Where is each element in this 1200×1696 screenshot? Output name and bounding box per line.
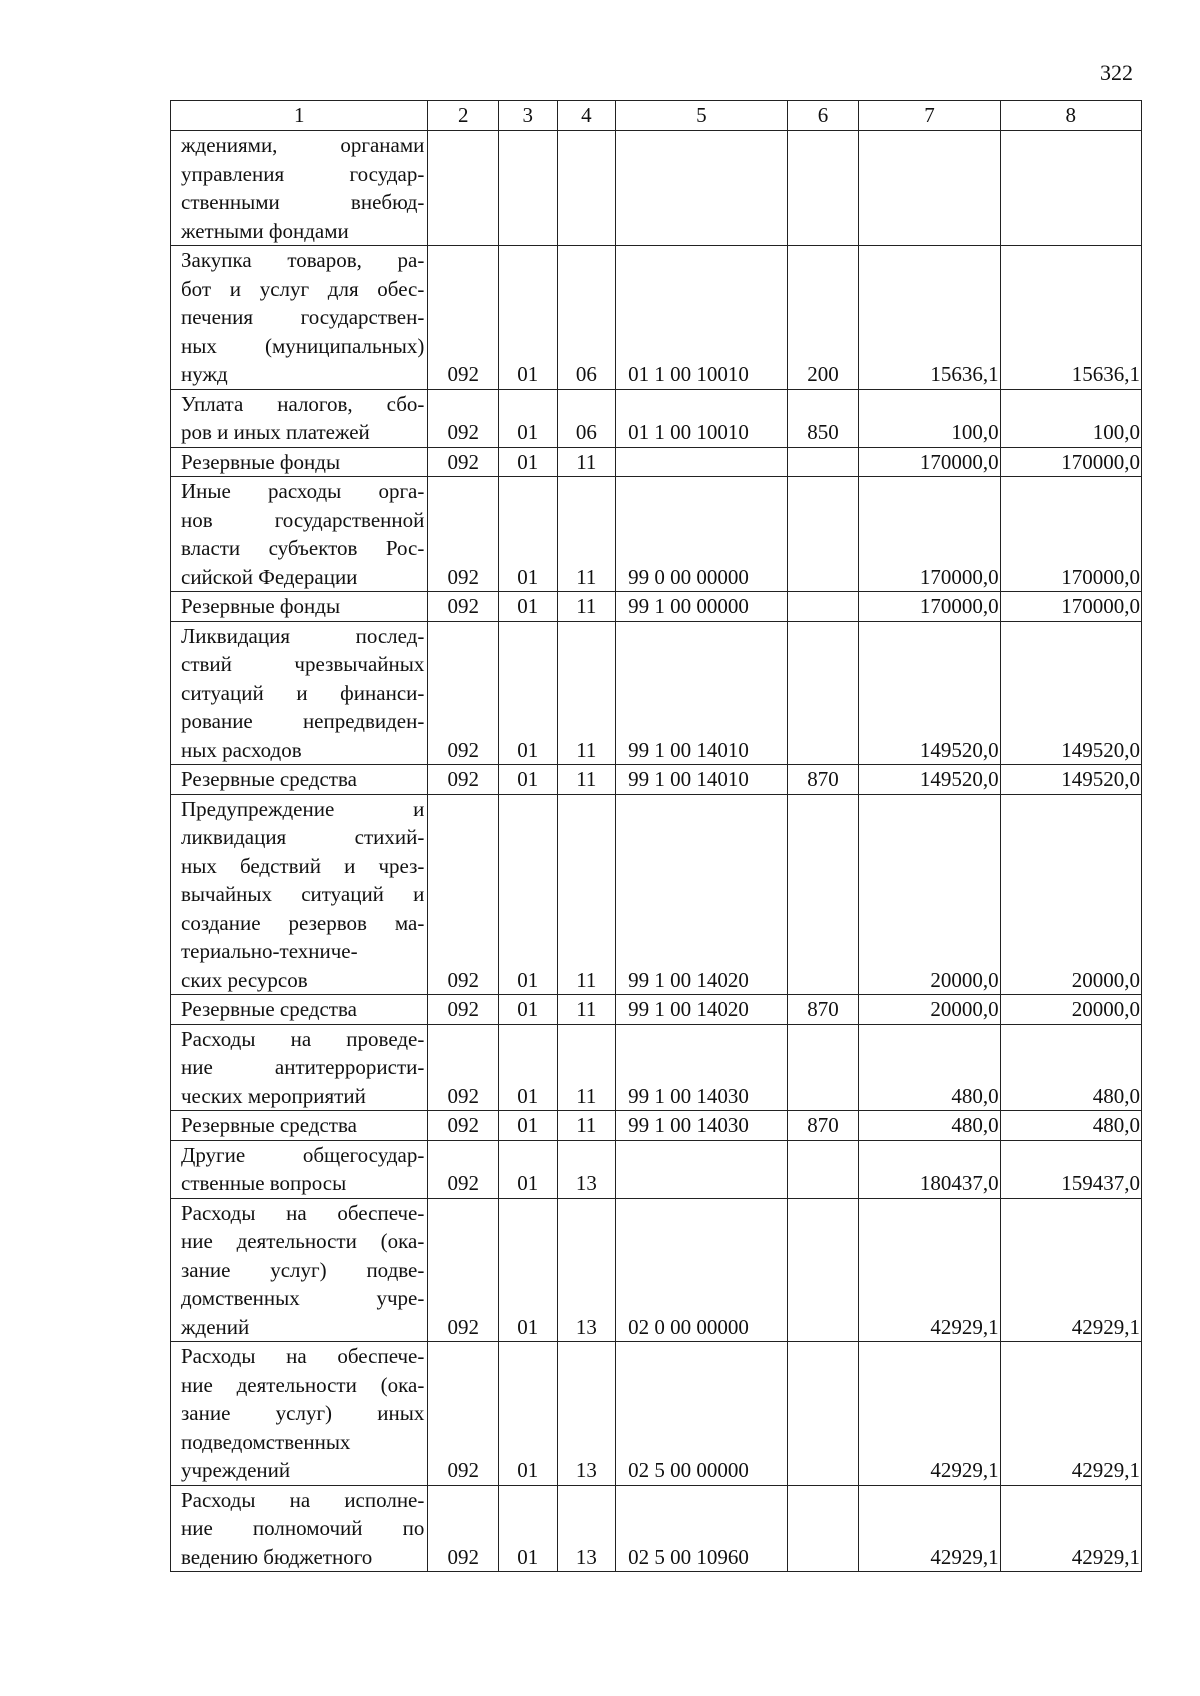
item-name-line: Иные расходы орга- bbox=[181, 479, 425, 503]
table-row bbox=[171, 1111, 1142, 1141]
amount-year1-cell: 20000,0 bbox=[859, 794, 1000, 995]
item-name-cell bbox=[171, 1140, 428, 1198]
item-name-line: рование непредвиден- bbox=[181, 709, 425, 733]
amount-year2-cell bbox=[1000, 131, 1141, 246]
expense-type-cell bbox=[787, 1140, 859, 1198]
item-name-cell bbox=[171, 389, 428, 447]
item-name-line: печения государствен- bbox=[181, 305, 425, 329]
item-name-cell bbox=[171, 1111, 428, 1141]
section-cell: 01 bbox=[499, 1024, 558, 1111]
amount-year2-cell: 42929,1 bbox=[1000, 1485, 1141, 1572]
item-name-line: ствий чрезвычайных bbox=[181, 652, 425, 676]
item-name-line: ние деятельности (ока- bbox=[181, 1229, 425, 1253]
admin-code-cell: 092 bbox=[428, 1024, 499, 1111]
item-name-cell bbox=[171, 1485, 428, 1572]
item-name-line: ние антитеррористи- bbox=[181, 1055, 425, 1079]
item-name-line: управления государ- bbox=[181, 161, 425, 186]
item-name-line: нужд bbox=[181, 362, 228, 386]
amount-year1-cell: 20000,0 bbox=[859, 995, 1000, 1025]
item-name-line: ных расходов bbox=[181, 737, 302, 762]
item-name-cell bbox=[171, 1024, 428, 1111]
item-name-line: Расходы на проведе- bbox=[181, 1026, 425, 1051]
header-cell: 8 bbox=[1000, 101, 1141, 131]
expense-type-cell bbox=[787, 1342, 859, 1486]
item-name-line: жетными фондами bbox=[181, 218, 349, 243]
admin-code-cell: 092 bbox=[428, 1485, 499, 1572]
target-article-cell: 01 1 00 10010 bbox=[616, 246, 788, 390]
subsection-cell: 06 bbox=[557, 246, 616, 390]
item-name-line: вычайных ситуаций и bbox=[181, 882, 425, 906]
table-row bbox=[171, 131, 1142, 246]
section-cell: 01 bbox=[499, 592, 558, 622]
subsection-cell bbox=[557, 131, 616, 246]
item-name-line: ных бедствий и чрез- bbox=[181, 853, 425, 878]
amount-year2-cell: 149520,0 bbox=[1000, 765, 1141, 795]
amount-year2-cell: 20000,0 bbox=[1000, 794, 1141, 995]
expense-type-cell: 870 bbox=[787, 1111, 859, 1141]
subsection-cell: 11 bbox=[557, 477, 616, 592]
subsection-cell: 11 bbox=[557, 794, 616, 995]
subsection-cell: 13 bbox=[557, 1198, 616, 1342]
section-cell: 01 bbox=[499, 794, 558, 995]
amount-year1-cell: 480,0 bbox=[859, 1111, 1000, 1141]
amount-year2-cell: 170000,0 bbox=[1000, 447, 1141, 477]
amount-year2-cell: 170000,0 bbox=[1000, 592, 1141, 622]
item-name-line: создание резервов ма- bbox=[181, 910, 425, 935]
table-row bbox=[171, 1198, 1142, 1342]
item-name-line: Расходы на обеспече- bbox=[181, 1200, 425, 1225]
expense-type-cell bbox=[787, 794, 859, 995]
amount-year2-cell: 159437,0 bbox=[1000, 1140, 1141, 1198]
amount-year1-cell: 149520,0 bbox=[859, 765, 1000, 795]
item-name-line: ных (муниципальных) bbox=[181, 333, 425, 358]
item-name-line: домственных учре- bbox=[181, 1286, 425, 1310]
item-name-line: териально-техниче- bbox=[181, 939, 358, 963]
section-cell: 01 bbox=[499, 246, 558, 390]
item-name-line: ние полномочий по bbox=[181, 1516, 425, 1540]
target-article-cell bbox=[616, 447, 788, 477]
expense-type-cell: 850 bbox=[787, 389, 859, 447]
admin-code-cell: 092 bbox=[428, 1111, 499, 1141]
admin-code-cell: 092 bbox=[428, 621, 499, 765]
item-name-line: ситуаций и финанси- bbox=[181, 680, 425, 705]
expense-type-cell bbox=[787, 1198, 859, 1342]
admin-code-cell bbox=[428, 131, 499, 246]
subsection-cell: 13 bbox=[557, 1342, 616, 1486]
item-name-line: Другие общегосудар- bbox=[181, 1142, 425, 1167]
item-name-cell bbox=[171, 995, 428, 1025]
item-name-line: Предупреждение и bbox=[181, 796, 425, 821]
amount-year2-cell: 20000,0 bbox=[1000, 995, 1141, 1025]
section-cell: 01 bbox=[499, 1111, 558, 1141]
target-article-cell bbox=[616, 131, 788, 246]
table-row bbox=[171, 794, 1142, 995]
amount-year2-cell: 480,0 bbox=[1000, 1111, 1141, 1141]
subsection-cell: 11 bbox=[557, 765, 616, 795]
amount-year1-cell: 480,0 bbox=[859, 1024, 1000, 1111]
item-name-line: Резервные фонды bbox=[181, 449, 341, 474]
admin-code-cell: 092 bbox=[428, 794, 499, 995]
section-cell: 01 bbox=[499, 477, 558, 592]
item-name-line: Резервные средства bbox=[181, 1113, 357, 1137]
section-cell: 01 bbox=[499, 447, 558, 477]
table-row bbox=[171, 621, 1142, 765]
table-row bbox=[171, 477, 1142, 592]
item-name-cell bbox=[171, 592, 428, 622]
admin-code-cell: 092 bbox=[428, 995, 499, 1025]
page-number: 322 bbox=[1100, 60, 1133, 85]
section-cell: 01 bbox=[499, 995, 558, 1025]
header-cell: 7 bbox=[859, 101, 1000, 131]
item-name-line: ров и иных платежей bbox=[181, 420, 370, 444]
amount-year1-cell: 170000,0 bbox=[859, 477, 1000, 592]
section-cell bbox=[499, 131, 558, 246]
amount-year1-cell: 15636,1 bbox=[859, 246, 1000, 390]
budget-table bbox=[170, 100, 1142, 1572]
target-article-cell: 99 1 00 14020 bbox=[616, 794, 788, 995]
amount-year2-cell: 15636,1 bbox=[1000, 246, 1141, 390]
admin-code-cell: 092 bbox=[428, 1342, 499, 1486]
expense-type-cell bbox=[787, 1024, 859, 1111]
expense-type-cell: 870 bbox=[787, 765, 859, 795]
section-cell: 01 bbox=[499, 621, 558, 765]
expense-type-cell bbox=[787, 477, 859, 592]
item-name-line: ских ресурсов bbox=[181, 967, 308, 992]
amount-year2-cell: 42929,1 bbox=[1000, 1198, 1141, 1342]
subsection-cell: 11 bbox=[557, 592, 616, 622]
expense-type-cell bbox=[787, 131, 859, 246]
item-name-line: бот и услуг для обес- bbox=[181, 276, 425, 301]
expense-type-cell bbox=[787, 1485, 859, 1572]
target-article-cell: 99 1 00 14030 bbox=[616, 1111, 788, 1141]
subsection-cell: 11 bbox=[557, 621, 616, 765]
item-name-cell bbox=[171, 1198, 428, 1342]
item-name-cell bbox=[171, 477, 428, 592]
subsection-cell: 11 bbox=[557, 995, 616, 1025]
table-row bbox=[171, 592, 1142, 622]
section-cell: 01 bbox=[499, 389, 558, 447]
admin-code-cell: 092 bbox=[428, 477, 499, 592]
item-name-line: подведомственных bbox=[181, 1429, 351, 1454]
item-name-line: учреждений bbox=[181, 1458, 291, 1482]
subsection-cell: 13 bbox=[557, 1485, 616, 1572]
target-article-cell: 02 5 00 00000 bbox=[616, 1342, 788, 1486]
amount-year1-cell: 170000,0 bbox=[859, 592, 1000, 622]
expense-type-cell bbox=[787, 592, 859, 622]
item-name-line: зание услуг) иных bbox=[181, 1401, 425, 1425]
item-name-line: Резервные средства bbox=[181, 767, 357, 791]
section-cell: 01 bbox=[499, 1140, 558, 1198]
expense-type-cell: 200 bbox=[787, 246, 859, 390]
table-row bbox=[171, 1024, 1142, 1111]
header-cell: 1 bbox=[171, 101, 428, 131]
table-row bbox=[171, 447, 1142, 477]
target-article-cell bbox=[616, 1140, 788, 1198]
item-name-line: Резервные фонды bbox=[181, 594, 341, 618]
table-header-row bbox=[171, 101, 1142, 131]
item-name-line: ческих мероприятий bbox=[181, 1083, 366, 1108]
target-article-cell: 99 1 00 14010 bbox=[616, 621, 788, 765]
header-cell: 4 bbox=[557, 101, 616, 131]
amount-year1-cell bbox=[859, 131, 1000, 246]
item-name-line: ждений bbox=[181, 1314, 250, 1339]
target-article-cell: 99 1 00 14030 bbox=[616, 1024, 788, 1111]
amount-year2-cell: 100,0 bbox=[1000, 389, 1141, 447]
amount-year2-cell: 42929,1 bbox=[1000, 1342, 1141, 1486]
table-row bbox=[171, 246, 1142, 390]
amount-year1-cell: 100,0 bbox=[859, 389, 1000, 447]
item-name-cell bbox=[171, 621, 428, 765]
amount-year1-cell: 42929,1 bbox=[859, 1485, 1000, 1572]
amount-year1-cell: 180437,0 bbox=[859, 1140, 1000, 1198]
header-cell: 6 bbox=[787, 101, 859, 131]
header-cell: 2 bbox=[428, 101, 499, 131]
target-article-cell: 99 1 00 14010 bbox=[616, 765, 788, 795]
item-name-cell bbox=[171, 131, 428, 246]
item-name-cell bbox=[171, 765, 428, 795]
admin-code-cell: 092 bbox=[428, 246, 499, 390]
item-name-line: Уплата налогов, сбо- bbox=[181, 391, 425, 416]
section-cell: 01 bbox=[499, 1485, 558, 1572]
admin-code-cell: 092 bbox=[428, 592, 499, 622]
admin-code-cell: 092 bbox=[428, 389, 499, 447]
item-name-line: ждениями, органами bbox=[181, 133, 425, 157]
target-article-cell: 02 0 00 00000 bbox=[616, 1198, 788, 1342]
amount-year1-cell: 149520,0 bbox=[859, 621, 1000, 765]
item-name-line: ние деятельности (ока- bbox=[181, 1372, 425, 1397]
item-name-cell bbox=[171, 794, 428, 995]
expense-type-cell bbox=[787, 621, 859, 765]
target-article-cell: 99 1 00 00000 bbox=[616, 592, 788, 622]
header-cell: 5 bbox=[616, 101, 788, 131]
subsection-cell: 11 bbox=[557, 1024, 616, 1111]
table-row bbox=[171, 765, 1142, 795]
item-name-line: нов государственной bbox=[181, 507, 425, 532]
admin-code-cell: 092 bbox=[428, 447, 499, 477]
item-name-line: Расходы на исполне- bbox=[181, 1487, 425, 1512]
subsection-cell: 11 bbox=[557, 1111, 616, 1141]
section-cell: 01 bbox=[499, 765, 558, 795]
item-name-line: зание услуг) подве- bbox=[181, 1257, 425, 1282]
item-name-cell bbox=[171, 246, 428, 390]
section-cell: 01 bbox=[499, 1198, 558, 1342]
subsection-cell: 13 bbox=[557, 1140, 616, 1198]
amount-year2-cell: 480,0 bbox=[1000, 1024, 1141, 1111]
target-article-cell: 99 1 00 14020 bbox=[616, 995, 788, 1025]
amount-year2-cell: 170000,0 bbox=[1000, 477, 1141, 592]
item-name-line: ственными внебюд- bbox=[181, 190, 425, 214]
subsection-cell: 11 bbox=[557, 447, 616, 477]
expense-type-cell bbox=[787, 447, 859, 477]
item-name-line: власти субъектов Рос- bbox=[181, 536, 425, 560]
amount-year1-cell: 42929,1 bbox=[859, 1198, 1000, 1342]
item-name-line: Закупка товаров, ра- bbox=[181, 248, 425, 272]
section-cell: 01 bbox=[499, 1342, 558, 1486]
amount-year2-cell: 149520,0 bbox=[1000, 621, 1141, 765]
item-name-line: ведению бюджетного bbox=[181, 1544, 373, 1569]
item-name-line: ственные вопросы bbox=[181, 1171, 347, 1195]
table-row bbox=[171, 389, 1142, 447]
item-name-cell bbox=[171, 447, 428, 477]
item-name-line: ликвидация стихий- bbox=[181, 825, 425, 849]
item-name-line: Расходы на обеспече- bbox=[181, 1344, 425, 1368]
expense-type-cell: 870 bbox=[787, 995, 859, 1025]
item-name-cell bbox=[171, 1342, 428, 1486]
table-row bbox=[171, 1140, 1142, 1198]
admin-code-cell: 092 bbox=[428, 1140, 499, 1198]
amount-year1-cell: 42929,1 bbox=[859, 1342, 1000, 1486]
item-name-line: сийской Федерации bbox=[181, 564, 358, 589]
subsection-cell: 06 bbox=[557, 389, 616, 447]
table-row bbox=[171, 1342, 1142, 1486]
header-cell: 3 bbox=[499, 101, 558, 131]
target-article-cell: 01 1 00 10010 bbox=[616, 389, 788, 447]
item-name-line: Резервные средства bbox=[181, 997, 357, 1021]
table-row bbox=[171, 995, 1142, 1025]
target-article-cell: 99 0 00 00000 bbox=[616, 477, 788, 592]
target-article-cell: 02 5 00 10960 bbox=[616, 1485, 788, 1572]
admin-code-cell: 092 bbox=[428, 765, 499, 795]
item-name-line: Ликвидация послед- bbox=[181, 623, 425, 648]
amount-year1-cell: 170000,0 bbox=[859, 447, 1000, 477]
table-row bbox=[171, 1485, 1142, 1572]
admin-code-cell: 092 bbox=[428, 1198, 499, 1342]
